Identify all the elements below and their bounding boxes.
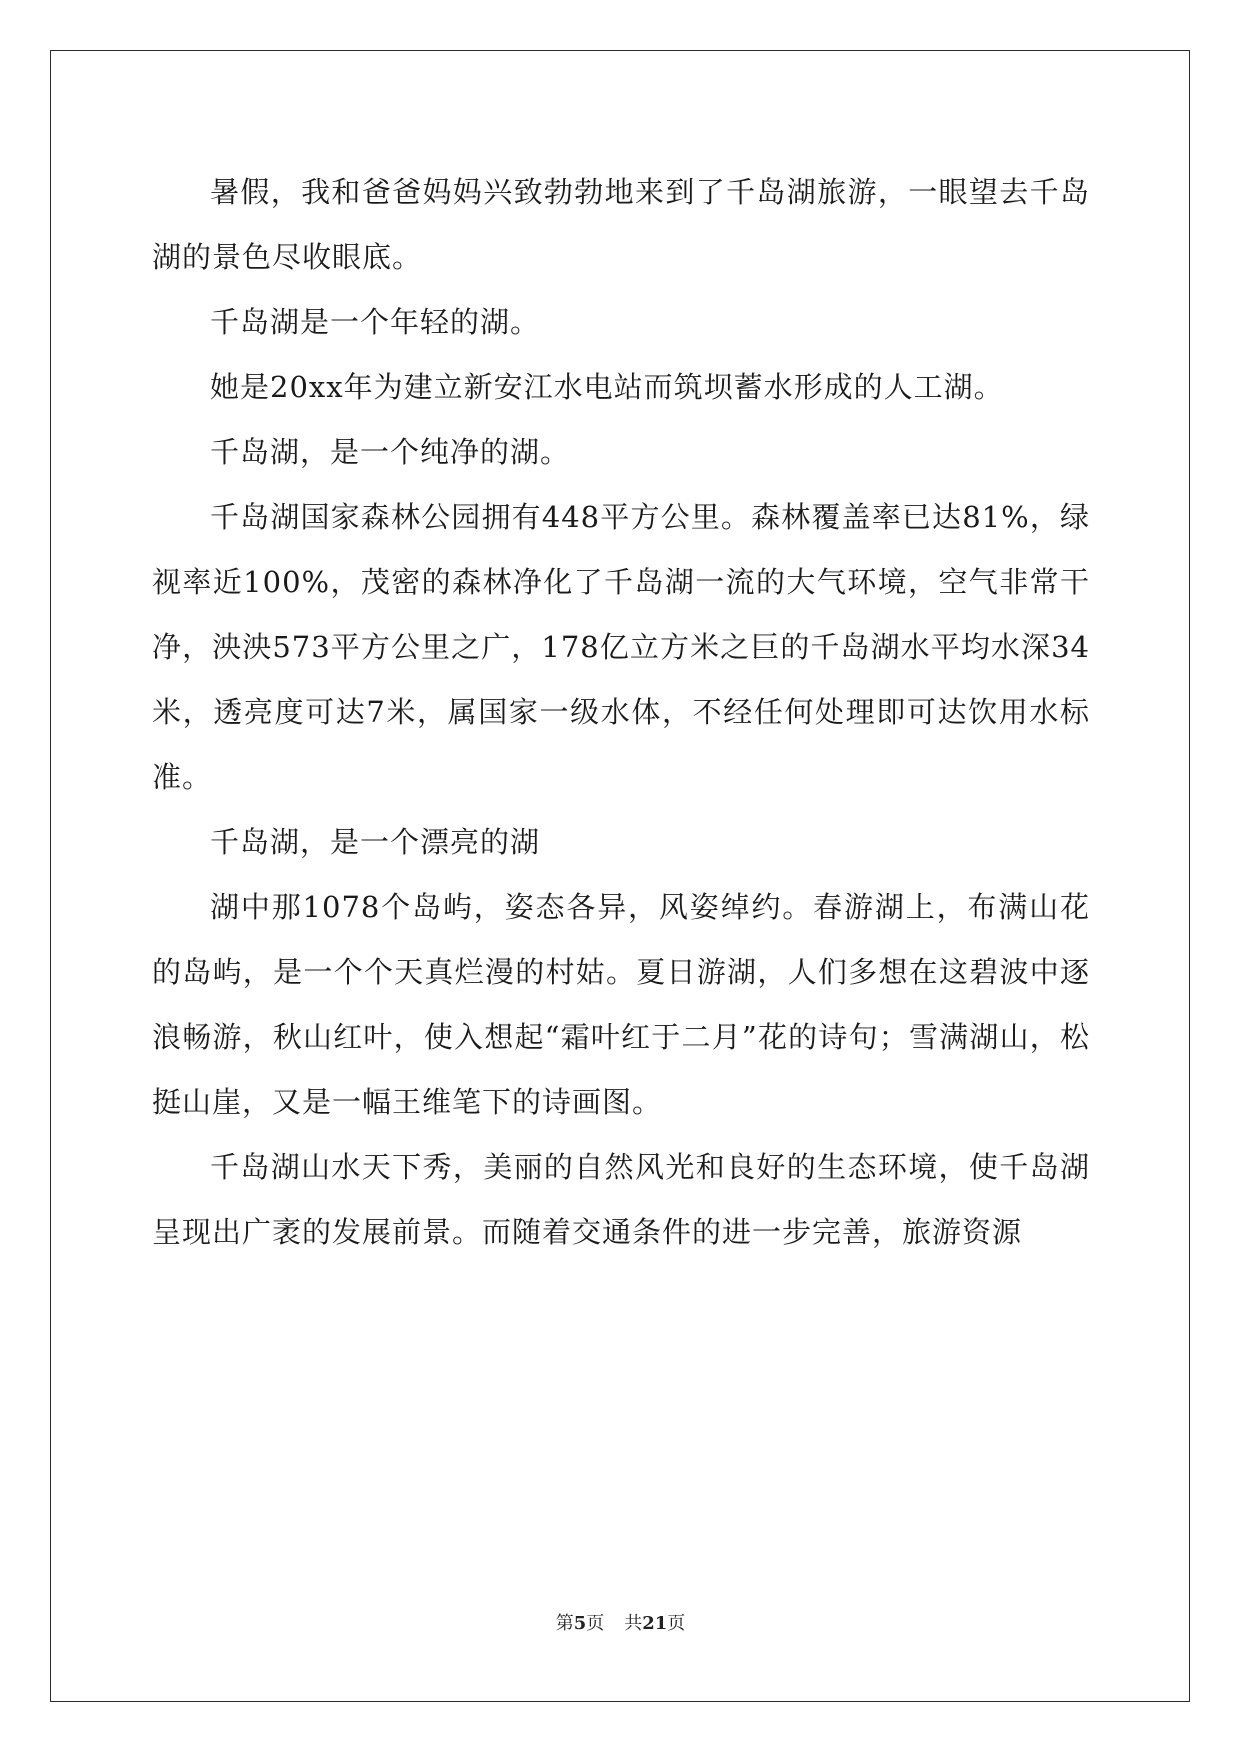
paragraph-8: 千岛湖山水天下秀，美丽的自然风光和良好的生态环境，使千岛湖呈现出广袤的发展前景。而随着交通条件的进一步完善，旅游资源 [152,1150,1090,1249]
paragraph-2: 千岛湖是一个年轻的湖。 [210,305,541,339]
page-prefix: 第 [555,1613,574,1634]
paragraph-4: 千岛湖，是一个纯净的湖。 [210,435,571,469]
document-body [152,160,1090,1265]
page-current: 5 [573,1613,587,1634]
total-suffix: 页 [667,1613,686,1634]
paragraph-3: 她是20xx年为建立新安江水电站而筑坝蓄水形成的人工湖。 [210,370,1004,404]
total-prefix: 共 [624,1613,643,1634]
page-footer [0,1612,1241,1636]
page-total: 21 [642,1613,668,1634]
page-suffix: 页 [586,1613,605,1634]
paragraph-5: 千岛湖国家森林公园拥有448平方公里。森林覆盖率已达81%，绿视率近100%，茂密的森林净化了千岛湖一流的大气环境，空气非常干净，泱泱573平方公里之广，178亿立方米之巨的千岛湖水平均水深34米，透亮度可达7米，属国家一级水体，不经任何处理即可达饮用水标准。 [152,500,1090,794]
paragraph-7: 湖中那1078个岛屿，姿态各异，风姿绰约。春游湖上，布满山花的岛屿，是一个个天真烂漫的村姑。夏日游湖，人们多想在这碧波中逐浪畅游，秋山红叶，使入想起“霜叶红于二月”花的诗句；雪满湖山，松挺山崖，又是一幅王维笔下的诗画图。 [152,890,1090,1119]
paragraph-6: 千岛湖，是一个漂亮的湖 [210,825,541,859]
paragraph-1: 暑假，我和爸爸妈妈兴致勃勃地来到了千岛湖旅游，一眼望去千岛湖的景色尽收眼底。 [152,175,1090,274]
